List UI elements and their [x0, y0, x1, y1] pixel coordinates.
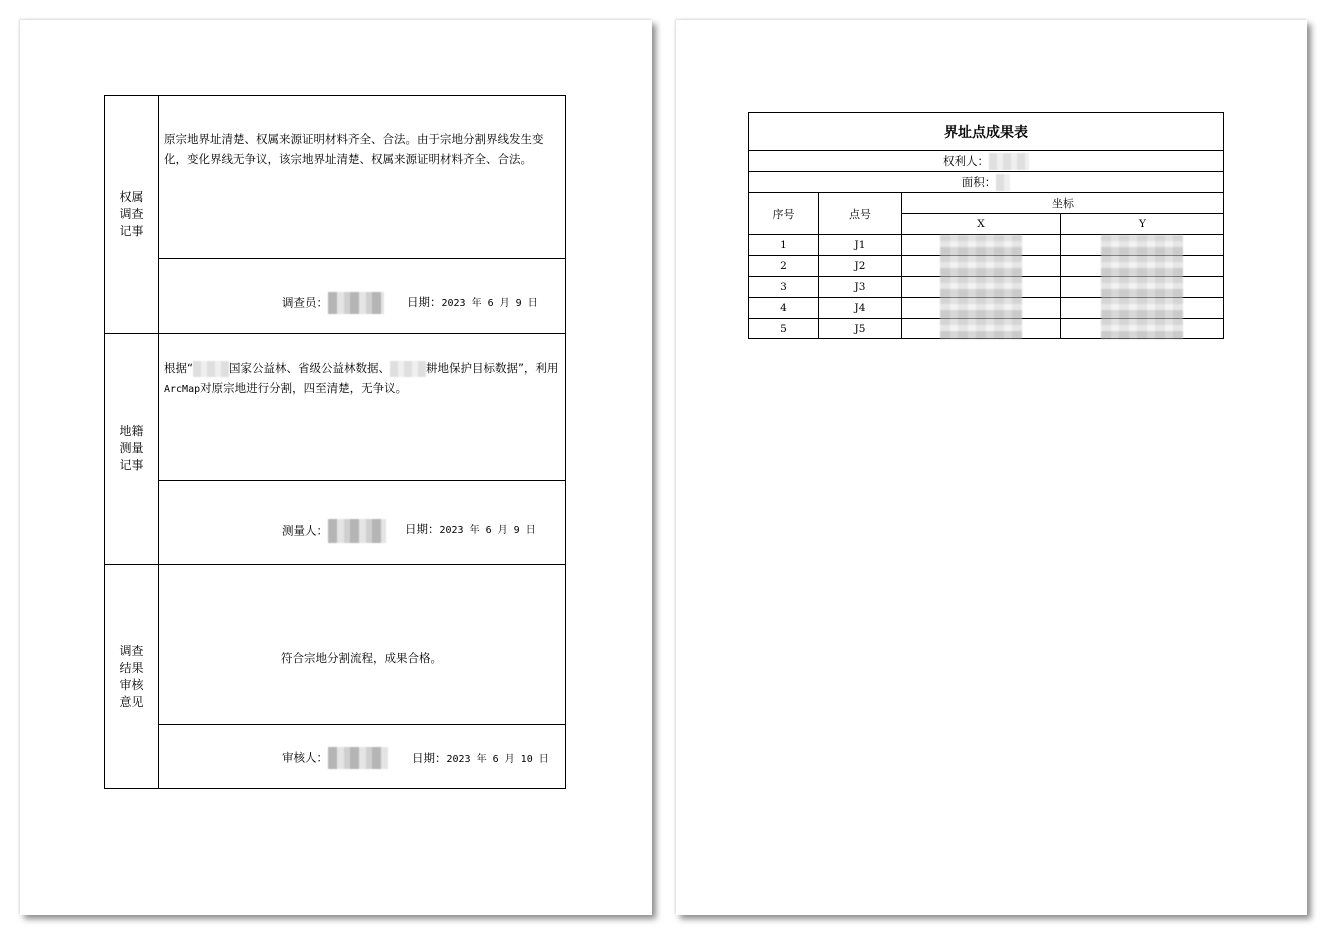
- table-row-point: J4: [854, 302, 866, 314]
- redacted-x-coordinates: [940, 235, 1022, 339]
- table-row-point: J3: [854, 281, 866, 293]
- redacted-name: [328, 519, 386, 543]
- table-row-divider: [158, 724, 565, 725]
- cadastral-signature-line: 测量人：: [282, 519, 386, 543]
- table-row-point: J5: [854, 323, 866, 335]
- redacted-y-coordinates: [1101, 235, 1183, 339]
- section-label-review: 调查结果审核意见: [119, 644, 144, 709]
- section-label-ownership: 权属调查记事: [119, 190, 144, 238]
- redacted-owner: [989, 153, 1029, 170]
- table-section-divider: [105, 564, 565, 565]
- ownership-signature-line: 调查员：: [282, 292, 384, 314]
- redacted-region: [390, 361, 426, 377]
- table-row-seq: 1: [780, 239, 787, 251]
- table-row-seq: 2: [780, 260, 787, 272]
- header-y: Y: [1139, 218, 1146, 230]
- table-column-divider: [158, 96, 159, 788]
- table-row-point: J1: [854, 239, 866, 251]
- redacted-area: [996, 174, 1010, 191]
- table-row-divider: [158, 480, 565, 481]
- review-opinion: 符合宗地分割流程，成果合格。: [281, 651, 442, 665]
- ownership-date: 日期：2023 年 6 月 9 日: [407, 295, 538, 309]
- boundary-point-table: [748, 112, 1224, 339]
- section-label-cadastral: 地籍测量记事: [119, 424, 144, 472]
- redacted-name: [328, 292, 384, 314]
- review-date: 日期：2023 年 6 月 10 日: [412, 751, 549, 765]
- header-seq: 序号: [772, 207, 795, 221]
- table-row-point: J2: [854, 260, 866, 272]
- table-title: 界址点成果表: [944, 124, 1028, 141]
- cadastral-survey-note: 根据“ 国家公益林、省级公益林数据、 耕地保护目标数据”，利用ArcMap对原宗地进行分割，四至清楚，无争议。: [164, 361, 559, 395]
- table-section-divider: [105, 333, 565, 334]
- table-row-seq: 3: [780, 281, 787, 293]
- area-row: 面积：: [749, 172, 1223, 192]
- header-point: 点号: [849, 207, 871, 221]
- header-coordinate: 坐标: [1052, 197, 1074, 210]
- redacted-name: [328, 747, 388, 769]
- redacted-region: [193, 361, 229, 377]
- survey-record-table: [104, 95, 566, 789]
- table-row-seq: 4: [780, 302, 787, 314]
- document-page-1: [20, 20, 652, 915]
- table-row-seq: 5: [780, 323, 787, 335]
- cadastral-date: 日期：2023 年 6 月 9 日: [405, 522, 536, 536]
- ownership-survey-note: 原宗地界址清楚、权属来源证明材料齐全、合法。由于宗地分割界线发生变化，变化界线无争议，该宗地界址清楚、权属来源证明材料齐全、合法。: [164, 132, 544, 166]
- document-page-2: [676, 20, 1307, 915]
- header-x: X: [977, 218, 985, 230]
- owner-row: 权利人：: [749, 151, 1223, 171]
- table-row-divider: [158, 258, 565, 259]
- review-signature-line: 审核人：: [282, 747, 388, 769]
